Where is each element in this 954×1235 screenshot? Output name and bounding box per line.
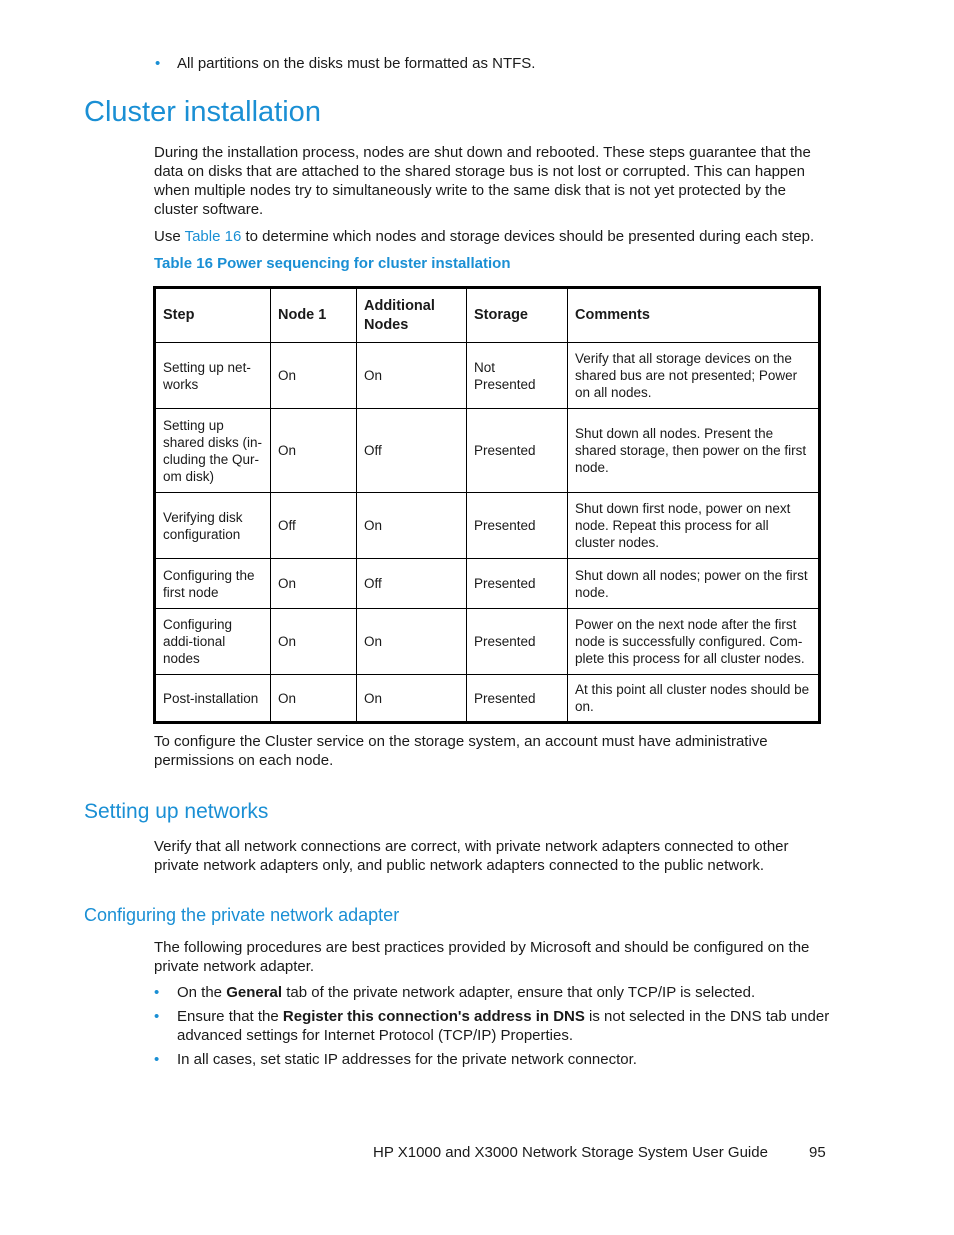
cell-node1: On (271, 343, 357, 409)
cell-node1: On (271, 675, 357, 723)
cell-comments: Shut down all nodes. Present the shared storage, then power on the first node. (568, 409, 820, 493)
cell-additional: On (357, 493, 467, 559)
cell-comments: Power on the next node after the first node is successfully configured. Com-plete this process for all cluster nodes. (568, 609, 820, 675)
subsection-heading: Configuring the private network adapter (84, 905, 400, 925)
cell-comments: Verify that all storage devices on the shared bus are not presented; Power on all nodes. (568, 343, 820, 409)
intro-paragraph: During the installation process, nodes are shut down and rebooted. These steps guarantee that the data on disks that are attached to the shared storage bus is not lost or corrupted. This can happen when multiple nodes try to simultaneously write to the same disk that is not yet protected by the cluster software. (154, 144, 811, 218)
table-row (155, 675, 820, 723)
cell-storage: Presented (467, 609, 568, 675)
cell-step: Configuring addi-tional nodes (155, 609, 271, 675)
top-bullet (155, 54, 535, 73)
header-step: Step (155, 288, 271, 343)
table-16-link[interactable]: Table 16 (184, 228, 242, 245)
cell-additional: Off (357, 409, 467, 493)
cell-node1: On (271, 609, 357, 675)
header-additional-nodes: Additional Nodes (357, 288, 467, 343)
after-table-paragraph: To configure the Cluster service on the storage system, an account must have administrative permissions on each node. (154, 733, 768, 769)
cell-step: Setting up shared disks (in-cluding the Qur-om disk) (155, 409, 271, 493)
bullet-icon: • (154, 1008, 160, 1025)
cell-comments: Shut down first node, power on next node. Repeat this process for all cluster nodes. (568, 493, 820, 559)
cell-step: Configuring the first node (155, 559, 271, 609)
page-title: Cluster installation (84, 96, 321, 128)
cell-additional: On (357, 343, 467, 409)
section-paragraph: Verify that all network connections are correct, with private network adapters connected to other private network adapters only, and public network adapters connected to the public network. (154, 838, 789, 874)
list-item: • In all cases, set static IP addresses for the private network connector. (154, 1051, 637, 1068)
list-item: • On the General tab of the private network adapter, ensure that only TCP/IP is selected. (154, 984, 756, 1001)
table-row (155, 493, 820, 559)
cell-additional: On (357, 609, 467, 675)
section-heading: Setting up networks (84, 800, 269, 823)
cell-node1: Off (271, 493, 357, 559)
header-node1: Node 1 (271, 288, 357, 343)
list-item: • Ensure that the Register this connection's address in DNS is not selected in the DNS tab under advanced settings for Internet Protocol (TCP/IP) Properties. (154, 1008, 830, 1044)
bullet-list (154, 983, 834, 1074)
header-comments: Comments (568, 288, 820, 343)
top-bullet-text: All partitions on the disks must be formatted as NTFS. (177, 55, 536, 72)
table-row (155, 343, 820, 409)
cell-comments: At this point all cluster nodes should be on. (568, 675, 820, 723)
cell-node1: On (271, 409, 357, 493)
table-row (155, 609, 820, 675)
bullet-icon: • (154, 1051, 160, 1068)
table-caption: Table 16 Power sequencing for cluster installation (154, 255, 511, 272)
cell-storage: Presented (467, 409, 568, 493)
cell-storage: Presented (467, 675, 568, 723)
cell-step: Verifying disk configuration (155, 493, 271, 559)
cell-storage: Presented (467, 559, 568, 609)
table-row (155, 409, 820, 493)
bullet-icon: • (155, 55, 161, 72)
table-row (155, 559, 820, 609)
cell-additional: Off (357, 559, 467, 609)
cell-step: Setting up net-works (155, 343, 271, 409)
cell-additional: On (357, 675, 467, 723)
cell-storage: Presented (467, 493, 568, 559)
footer-title: HP X1000 and X3000 Network Storage System User Guide (373, 1144, 768, 1161)
cell-storage: Not Presented (467, 343, 568, 409)
header-storage: Storage (467, 288, 568, 343)
power-sequencing-table (153, 286, 821, 724)
table-header-row (155, 288, 820, 343)
cell-step: Post-installation (155, 675, 271, 723)
bullet-icon: • (154, 984, 160, 1001)
table-reference-paragraph: Use Table 16 to determine which nodes and storage devices should be presented during each step. (154, 228, 815, 245)
subsection-paragraph: The following procedures are best practices provided by Microsoft and should be configured on the private network adapter. (154, 939, 810, 975)
cell-comments: Shut down all nodes; power on the first node. (568, 559, 820, 609)
page-number: 95 (809, 1144, 826, 1161)
cell-node1: On (271, 559, 357, 609)
